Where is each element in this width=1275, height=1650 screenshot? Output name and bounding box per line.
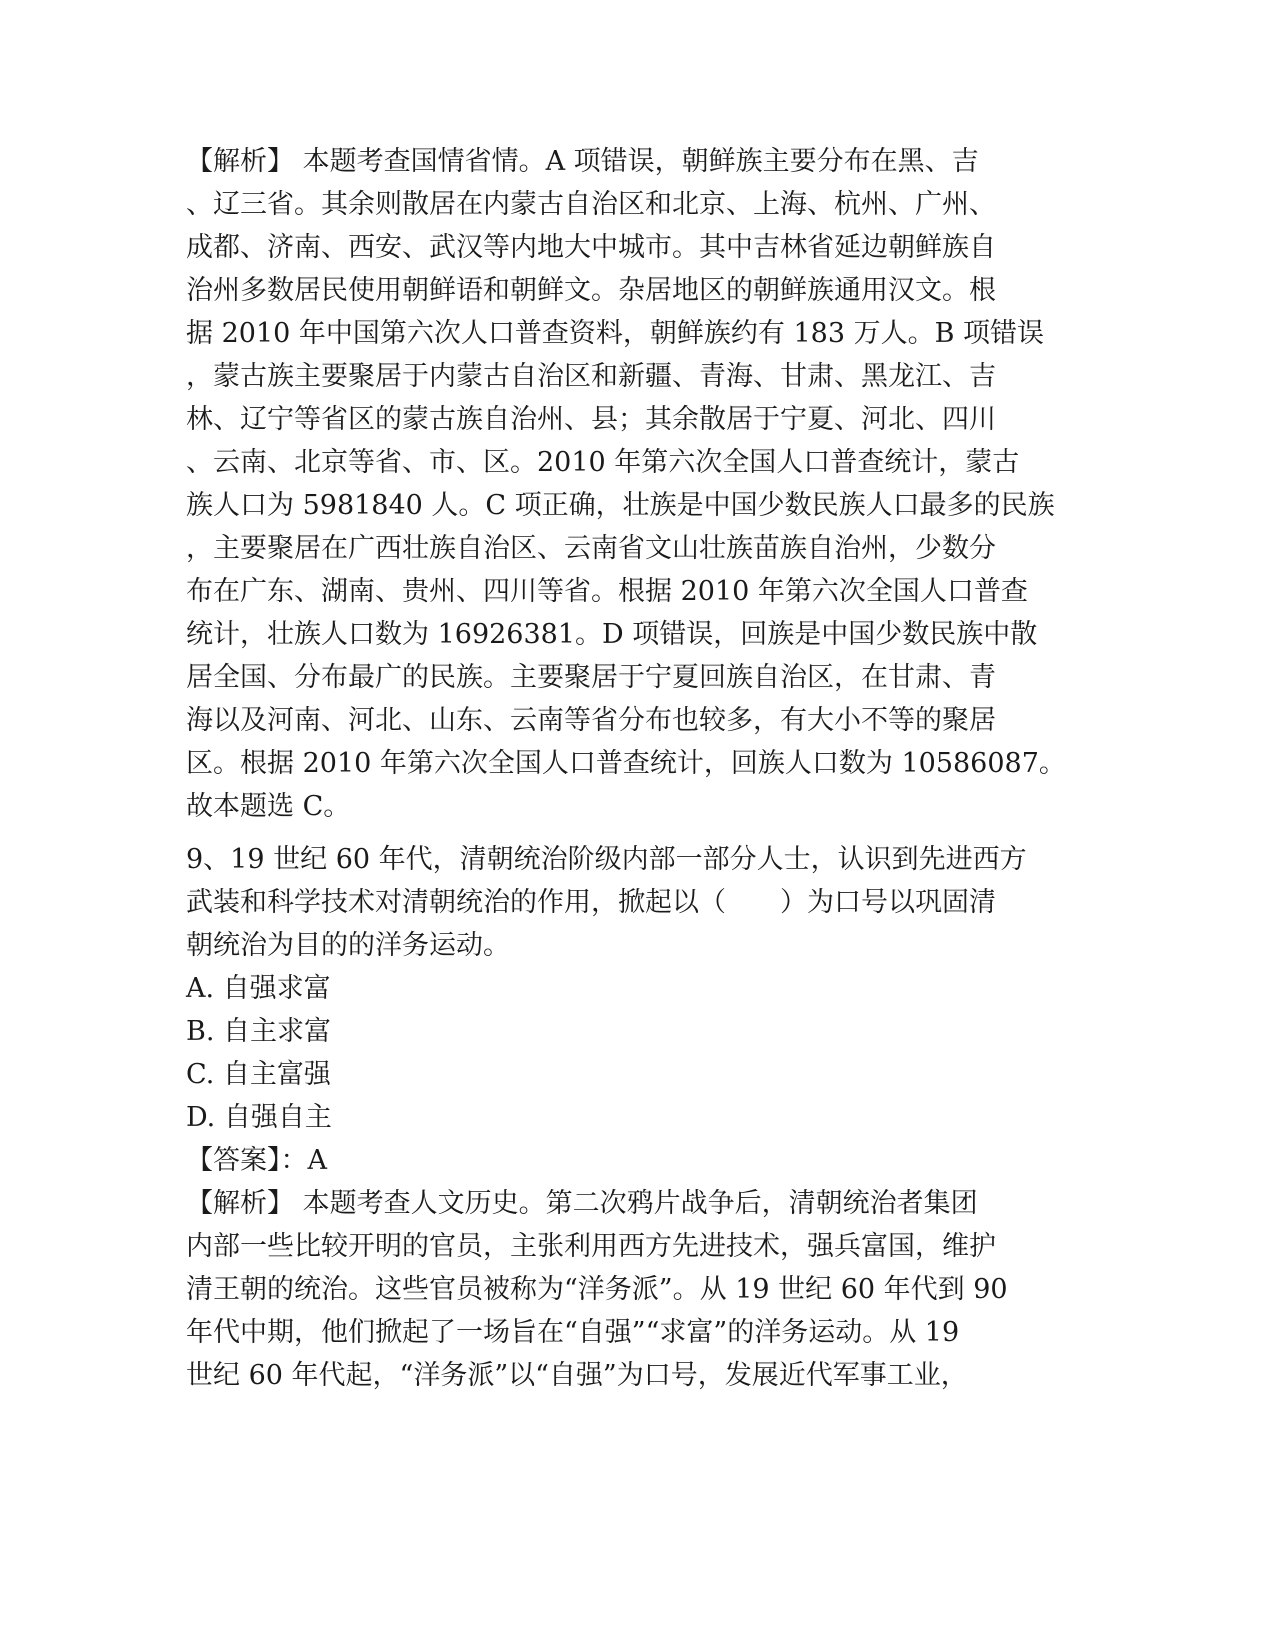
text-line: 林、辽宁等省区的蒙古族自治州、县；其余散居于宁夏、河北、四川	[186, 404, 996, 435]
text-line: 年代中期，他们掀起了一场旨在“自强”“求富”的洋务运动。从 19	[186, 1317, 960, 1348]
text-line: 、云南、北京等省、市、区。2010 年第六次全国人口普查统计，蒙古	[186, 447, 1020, 478]
text-line: 世纪 60 年代起，“洋务派”以“自强”为口号，发展近代军事工业，	[186, 1360, 968, 1391]
text-line: 区。根据 2010 年第六次全国人口普查统计，回族人口数为 10586087。	[186, 748, 1066, 779]
text-line: 治州多数居民使用朝鲜语和朝鲜文。杂居地区的朝鲜族通用汉文。根	[186, 275, 996, 306]
text-line: 成都、济南、西安、武汉等内地大中城市。其中吉林省延边朝鲜族自	[186, 232, 996, 263]
text-line: 【解析】 本题考查国情省情。A 项错误，朝鲜族主要分布在黑、吉	[186, 146, 979, 177]
text-line: 内部一些比较开明的官员，主张利用西方先进技术，强兵富国，维护	[186, 1231, 996, 1262]
option-a: A. 自强求富	[186, 973, 331, 1004]
text-line: ，蒙古族主要聚居于内蒙古自治区和新疆、青海、甘肃、黑龙江、吉	[186, 361, 996, 392]
text-line: 清王朝的统治。这些官员被称为“洋务派”。从 19 世纪 60 年代到 90	[186, 1274, 1008, 1305]
document-page	[186, 140, 1086, 1397]
question-9	[186, 838, 1086, 1182]
option-d: D. 自强自主	[186, 1102, 332, 1133]
analysis-block-2	[186, 1182, 1086, 1397]
text-line: 【解析】 本题考查人文历史。第二次鸦片战争后，清朝统治者集团	[186, 1188, 978, 1219]
text-line: 海以及河南、河北、山东、云南等省分布也较多，有大小不等的聚居	[186, 705, 996, 736]
option-b: B. 自主求富	[186, 1016, 332, 1047]
answer-line: 【答案】：A	[186, 1145, 327, 1176]
paragraph-gap	[186, 828, 1086, 838]
analysis-block-1	[186, 140, 1086, 828]
text-line: 、辽三省。其余则散居在内蒙古自治区和北京、上海、杭州、广州、	[186, 189, 996, 220]
text-line: 布在广东、湖南、贵州、四川等省。根据 2010 年第六次全国人口普查	[186, 576, 1028, 607]
option-c: C. 自主富强	[186, 1059, 331, 1090]
text-line: 居全国、分布最广的民族。主要聚居于宁夏回族自治区，在甘肃、青	[186, 662, 996, 693]
text-line: 据 2010 年中国第六次人口普查资料，朝鲜族约有 183 万人。B 项错误	[186, 318, 1045, 349]
question-text-line: 朝统治为目的的洋务运动。	[186, 930, 510, 961]
question-text-line: 武装和科学技术对清朝统治的作用，掀起以（ ）为口号以巩固清	[186, 887, 996, 918]
text-line: ，主要聚居在广西壮族自治区、云南省文山壮族苗族自治州，少数分	[186, 533, 996, 564]
question-text-line: 9、19 世纪 60 年代，清朝统治阶级内部一部分人士，认识到先进西方	[186, 844, 1027, 875]
text-line: 族人口为 5981840 人。C 项正确，壮族是中国少数民族人口最多的民族	[186, 490, 1055, 521]
text-line: 故本题选 C。	[186, 791, 351, 822]
text-line: 统计，壮族人口数为 16926381。D 项错误，回族是中国少数民族中散	[186, 619, 1038, 650]
